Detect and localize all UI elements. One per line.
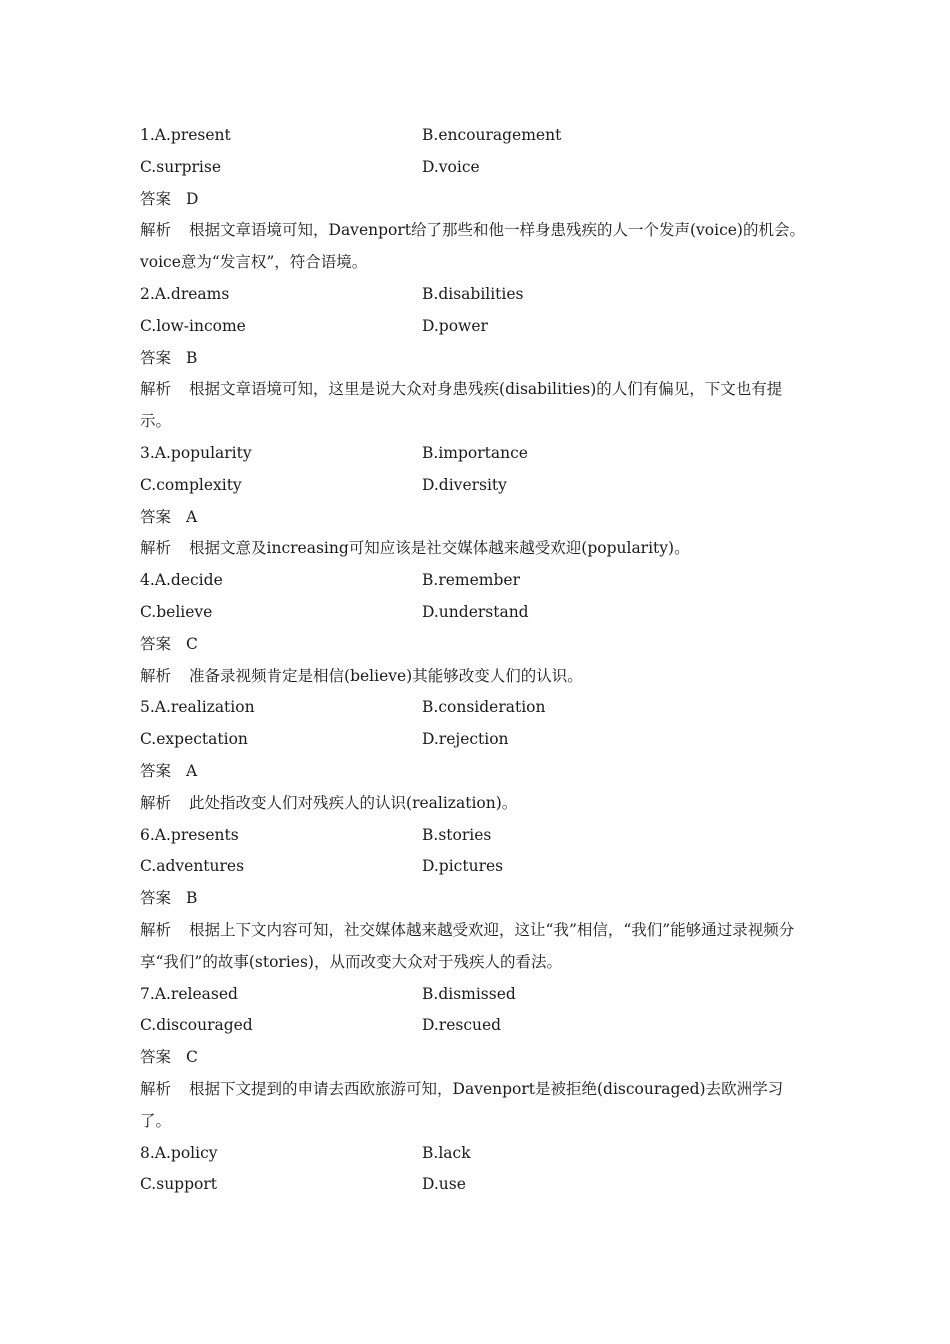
answer-label: 答案 <box>140 1048 172 1067</box>
explanation-label: 解析 <box>140 380 172 399</box>
explanation-label: 解析 <box>140 539 172 558</box>
option-row <box>140 692 812 724</box>
explanation-text: 此处指改变人们对残疾人的认识(realization)。 <box>189 793 518 812</box>
option-b: B.remember <box>422 571 520 590</box>
question-block <box>140 565 812 692</box>
option-b: B.stories <box>422 825 492 844</box>
option-row <box>140 820 812 852</box>
option-b: B.lack <box>422 1143 471 1162</box>
option-row <box>140 979 812 1011</box>
explanation-text: 根据文章语境可知，这里是说大众对身患残疾(disabilities)的人们有偏见，下文也有提示。 <box>140 380 783 431</box>
answer-value: A <box>186 507 198 526</box>
option-d: D.understand <box>422 602 529 621</box>
answer-label: 答案 <box>140 761 172 780</box>
answer-line <box>140 184 812 216</box>
option-d: D.pictures <box>422 857 504 876</box>
option-a: 5.A.realization <box>140 698 255 717</box>
option-a: 1.A.present <box>140 126 231 144</box>
answer-value: B <box>186 889 198 908</box>
option-row <box>140 1138 812 1170</box>
option-row <box>140 565 812 597</box>
option-c: C.complexity <box>140 475 242 494</box>
answer-label: 答案 <box>140 889 172 908</box>
explanation-text: 根据文意及increasing可知应该是社交媒体越来越受欢迎(popularity)。 <box>189 539 690 558</box>
option-row <box>140 1169 812 1201</box>
answer-value: D <box>186 189 199 208</box>
question-block <box>140 1138 812 1202</box>
option-d: D.diversity <box>422 475 507 494</box>
explanation-text: 根据下文提到的申请去西欧旅游可知，Davenport是被拒绝(discouraged)去欧洲学习了。 <box>140 1079 784 1130</box>
question-block <box>140 820 812 979</box>
question-block <box>140 279 812 438</box>
answer-line <box>140 343 812 375</box>
option-b: B.disabilities <box>422 284 524 303</box>
option-row <box>140 120 812 152</box>
option-row <box>140 438 812 470</box>
question-block <box>140 120 812 279</box>
option-b: B.importance <box>422 443 528 462</box>
explanation-paragraph <box>140 1074 812 1138</box>
option-a: 6.A.presents <box>140 825 239 844</box>
answer-line <box>140 1042 812 1074</box>
answer-value: C <box>186 634 198 653</box>
question-block <box>140 438 812 565</box>
answer-label: 答案 <box>140 634 172 653</box>
option-a: 4.A.decide <box>140 571 223 590</box>
explanation-text: 准备录视频肯定是相信(believe)其能够改变人们的认识。 <box>189 666 583 685</box>
option-row <box>140 279 812 311</box>
option-a: 2.A.dreams <box>140 284 230 303</box>
option-row <box>140 470 812 502</box>
option-d: D.rejection <box>422 730 509 749</box>
option-c: C.discouraged <box>140 1016 253 1035</box>
answer-line <box>140 629 812 661</box>
option-row <box>140 851 812 883</box>
explanation-label: 解析 <box>140 221 172 240</box>
explanation-paragraph <box>140 788 812 820</box>
option-a: 7.A.released <box>140 984 238 1003</box>
option-b: B.dismissed <box>422 984 516 1003</box>
option-row <box>140 152 812 184</box>
option-a: 8.A.policy <box>140 1143 218 1162</box>
answer-label: 答案 <box>140 348 172 367</box>
answer-line <box>140 502 812 534</box>
answer-value: C <box>186 1048 198 1067</box>
answer-value: B <box>186 348 198 367</box>
answer-line <box>140 883 812 915</box>
explanation-text: 根据文章语境可知，Davenport给了那些和他一样身患残疾的人一个发声(voice)的机会。voice意为“发言权”，符合语境。 <box>140 221 805 272</box>
explanation-paragraph <box>140 374 812 438</box>
option-b: B.consideration <box>422 698 546 717</box>
explanation-paragraph <box>140 533 812 565</box>
explanation-paragraph <box>140 661 812 693</box>
option-row <box>140 597 812 629</box>
option-c: C.support <box>140 1175 217 1194</box>
option-d: D.rescued <box>422 1016 502 1035</box>
document-page <box>140 120 812 1201</box>
question-block <box>140 979 812 1138</box>
answer-label: 答案 <box>140 507 172 526</box>
option-row <box>140 1010 812 1042</box>
option-d: D.power <box>422 316 488 335</box>
answer-value: A <box>186 761 198 780</box>
explanation-label: 解析 <box>140 1079 172 1098</box>
option-c: C.adventures <box>140 857 245 876</box>
option-c: C.believe <box>140 602 213 621</box>
explanation-label: 解析 <box>140 793 172 812</box>
option-b: B.encouragement <box>422 126 562 144</box>
option-d: D.voice <box>422 157 480 176</box>
option-a: 3.A.popularity <box>140 443 252 462</box>
option-d: D.use <box>422 1175 466 1194</box>
option-c: C.expectation <box>140 730 248 749</box>
explanation-label: 解析 <box>140 920 172 939</box>
option-c: C.surprise <box>140 157 221 176</box>
answer-line <box>140 756 812 788</box>
option-row <box>140 724 812 756</box>
explanation-label: 解析 <box>140 666 172 685</box>
explanation-paragraph <box>140 915 812 979</box>
option-row <box>140 311 812 343</box>
question-block <box>140 692 812 819</box>
explanation-paragraph <box>140 215 812 279</box>
option-c: C.low-income <box>140 316 246 335</box>
explanation-text: 根据上下文内容可知，社交媒体越来越受欢迎，这让“我”相信，“我们”能够通过录视频分享“我们”的故事(stories)，从而改变大众对于残疾人的看法。 <box>140 920 795 971</box>
answer-label: 答案 <box>140 189 172 208</box>
